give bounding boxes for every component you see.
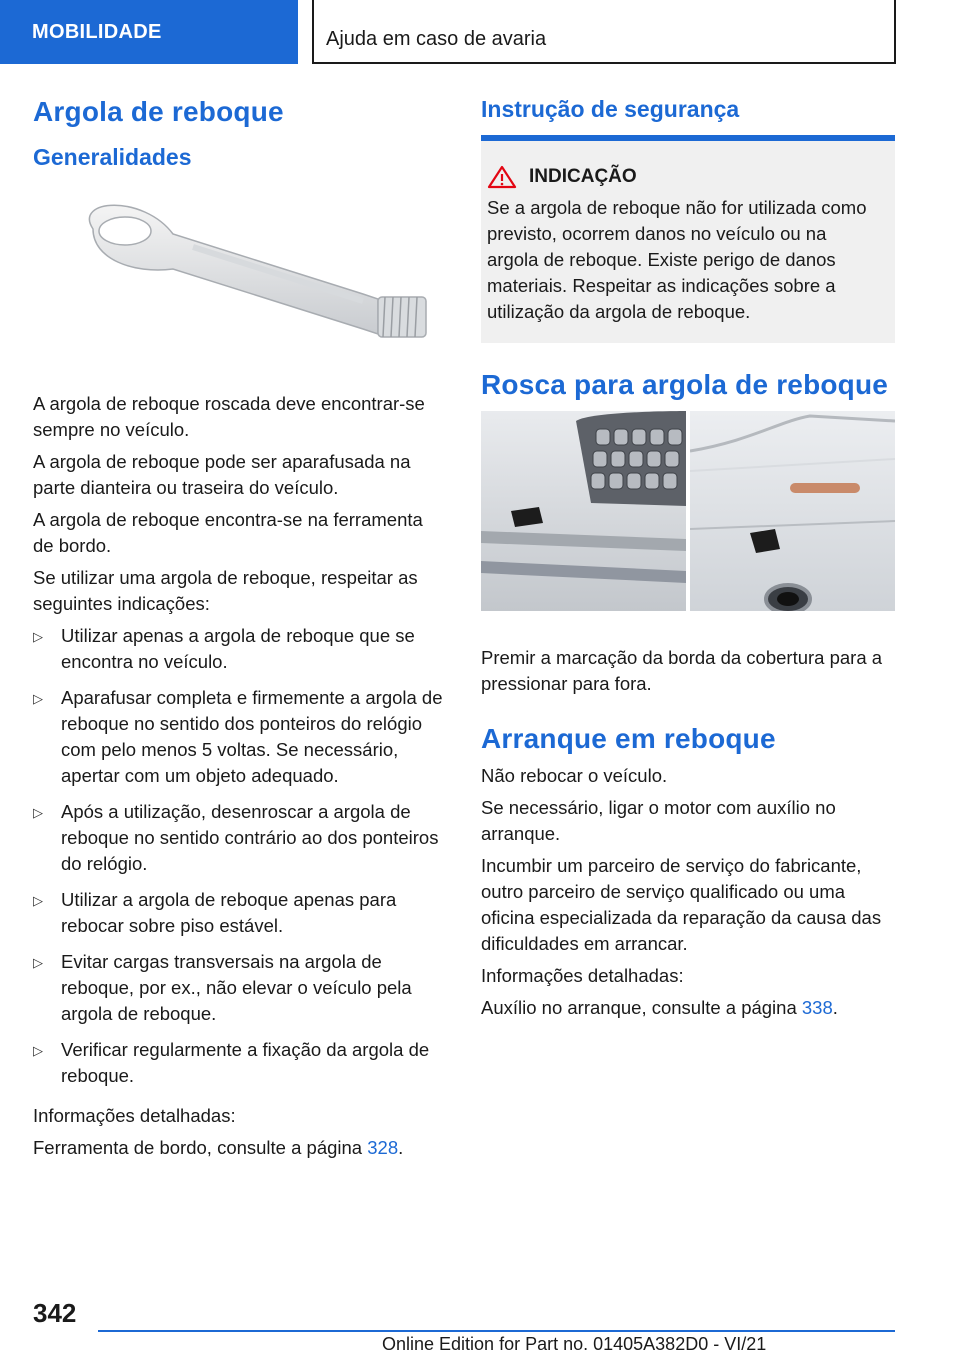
notice-header: [487, 165, 879, 189]
safety-heading-block: [481, 96, 895, 141]
paragraph: Se necessário, ligar o motor com auxílio no arranque.: [481, 797, 836, 844]
jump-start-heading: Arranque em reboque: [481, 723, 776, 754]
paragraph: A argola de reboque pode ser aparafusada na parte dianteira ou traseira do veículo.: [33, 451, 411, 498]
page-link-338[interactable]: 338: [801, 997, 833, 1018]
onboard-tools-reference: Ferramenta de bordo, consulte a página 328.: [33, 1137, 404, 1158]
notice-box: [481, 141, 895, 343]
paragraph: Não rebocar o veículo.: [481, 765, 668, 786]
triangle-right-icon: ▷: [33, 691, 43, 706]
page-link-328[interactable]: 328: [367, 1137, 399, 1158]
thread-heading: Rosca para argola de reboque: [481, 369, 889, 400]
triangle-right-icon: ▷: [33, 805, 43, 820]
list-item: ▷ Utilizar apenas a argola de reboque que se encontra no veículo.: [33, 625, 415, 672]
jump-start-reference: Auxílio no arranque, consulte a página 338.: [481, 997, 838, 1018]
list-item: ▷ Verificar regularmente a fixação da argola de reboque.: [33, 1039, 430, 1086]
paragraph: Se utilizar uma argola de reboque, respeitar as seguintes indicações:: [33, 567, 418, 614]
thread-photos: [481, 411, 895, 611]
paragraph: A argola de reboque roscada deve encontrar-se sempre no veículo.: [33, 393, 425, 440]
towing-eye-illustration: [33, 189, 447, 369]
triangle-right-icon: ▷: [33, 955, 43, 970]
section-title: Ajuda em caso de avaria: [312, 0, 896, 64]
triangle-right-icon: ▷: [33, 1043, 43, 1058]
edition-note: Online Edition for Part no. 01405A382D0 - VI/21: [382, 1334, 767, 1354]
page-number: 342: [33, 1298, 77, 1328]
more-info-label: Informações detalhadas:: [33, 1105, 236, 1126]
list-item: ▷ Utilizar a argola de reboque apenas para rebocar sobre piso estável.: [33, 889, 397, 936]
rear-bumper-photo: [690, 411, 895, 611]
list-item: ▷ Aparafusar completa e firmemente a argola de reboque no sentido dos ponteiros do relógio com pelo menos 5 voltas. Se necessário, apertar com um objeto adequado.: [33, 687, 443, 786]
paragraph: A argola de reboque encontra-se na ferramenta de bordo.: [33, 509, 423, 556]
notice-text: Se a argola de reboque não for utilizada como previsto, ocorrem danos no veículo ou na argola de reboque. Existe perigo de danos materiais. Respeitar as indicações sobre a utilização da argola de reboque.: [487, 197, 867, 322]
chapter-tab: MOBILIDADE: [0, 0, 298, 64]
thread-instruction: Premir a marcação da borda da cobertura para a pressionar para fora.: [481, 647, 883, 694]
warning-triangle-icon: [487, 165, 517, 189]
paragraph: Informações detalhadas:: [481, 965, 684, 986]
footer-divider: [98, 1330, 895, 1332]
towing-eye-heading: Argola de reboque: [33, 96, 284, 127]
usage-bullet-list: [33, 623, 447, 1089]
list-item: ▷ Evitar cargas transversais na argola de reboque, por ex., não elevar o veículo pela argola de reboque.: [33, 951, 412, 1024]
triangle-right-icon: ▷: [33, 629, 43, 644]
list-item: ▷ Após a utilização, desenroscar a argola de reboque no sentido contrário ao dos ponteiros do relógio.: [33, 801, 439, 874]
notice-label: INDICAÇÃO: [529, 166, 637, 187]
safety-heading: Instrução de segurança: [481, 96, 740, 122]
triangle-right-icon: ▷: [33, 893, 43, 908]
left-column: [33, 96, 447, 1167]
general-subheading: Generalidades: [33, 144, 192, 170]
right-column: [481, 96, 895, 1027]
front-bumper-photo: [481, 411, 686, 611]
paragraph: Incumbir um parceiro de serviço do fabricante, outro parceiro de serviço qualificado ou uma oficina especializada da reparação da causa das dificuldades em arrancar.: [481, 855, 882, 954]
